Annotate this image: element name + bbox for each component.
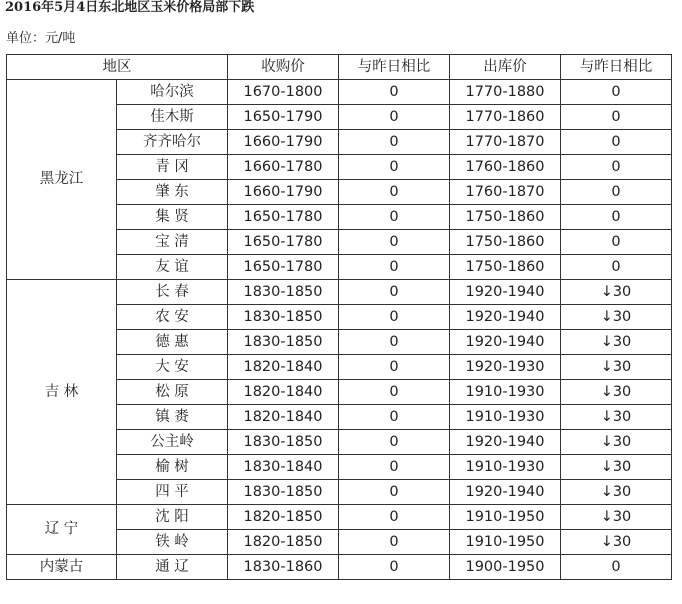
- out-change-cell: ↓30: [561, 455, 672, 480]
- out-price-cell: 1750-1860: [450, 255, 561, 280]
- out-price-cell: 1900-1950: [450, 555, 561, 580]
- buy-price-cell: 1820-1850: [228, 530, 339, 555]
- city-cell: 集 贤: [117, 205, 228, 230]
- buy-change-cell: 0: [339, 455, 450, 480]
- out-price-cell: 1770-1870: [450, 130, 561, 155]
- city-cell: 铁 岭: [117, 530, 228, 555]
- city-cell: 镇 赉: [117, 405, 228, 430]
- buy-price-cell: 1670-1800: [228, 80, 339, 105]
- city-cell: 沈 阳: [117, 505, 228, 530]
- out-price-cell: 1750-1860: [450, 205, 561, 230]
- out-change-cell: 0: [561, 105, 672, 130]
- city-cell: 通 辽: [117, 555, 228, 580]
- buy-change-cell: 0: [339, 255, 450, 280]
- out-price-cell: 1920-1940: [450, 430, 561, 455]
- header-buy-price: 收购价: [228, 55, 339, 80]
- buy-change-cell: 0: [339, 105, 450, 130]
- city-cell: 肇 东: [117, 180, 228, 205]
- city-cell: 青 冈: [117, 155, 228, 180]
- buy-price-cell: 1830-1840: [228, 455, 339, 480]
- city-cell: 松 原: [117, 380, 228, 405]
- out-price-cell: 1760-1860: [450, 155, 561, 180]
- buy-change-cell: 0: [339, 355, 450, 380]
- city-cell: 德 惠: [117, 330, 228, 355]
- city-cell: 宝 清: [117, 230, 228, 255]
- out-price-cell: 1920-1940: [450, 480, 561, 505]
- out-price-cell: 1920-1940: [450, 330, 561, 355]
- buy-change-cell: 0: [339, 180, 450, 205]
- buy-price-cell: 1830-1850: [228, 480, 339, 505]
- province-cell: 内蒙古: [7, 555, 117, 580]
- buy-change-cell: 0: [339, 505, 450, 530]
- buy-change-cell: 0: [339, 305, 450, 330]
- buy-price-cell: 1820-1840: [228, 380, 339, 405]
- page-title: 2016年5月4日东北地区玉米价格局部下跌: [5, 0, 255, 15]
- table-row: [7, 80, 672, 105]
- out-price-cell: 1750-1860: [450, 230, 561, 255]
- buy-change-cell: 0: [339, 230, 450, 255]
- out-change-cell: 0: [561, 205, 672, 230]
- buy-change-cell: 0: [339, 380, 450, 405]
- buy-price-cell: 1650-1780: [228, 255, 339, 280]
- out-price-cell: 1910-1930: [450, 455, 561, 480]
- buy-price-cell: 1650-1780: [228, 230, 339, 255]
- header-out-price: 出库价: [450, 55, 561, 80]
- out-change-cell: 0: [561, 555, 672, 580]
- buy-change-cell: 0: [339, 480, 450, 505]
- header-out-change: 与昨日相比: [561, 55, 672, 80]
- out-change-cell: 0: [561, 180, 672, 205]
- buy-price-cell: 1830-1860: [228, 555, 339, 580]
- buy-price-cell: 1820-1840: [228, 405, 339, 430]
- out-change-cell: ↓30: [561, 480, 672, 505]
- buy-change-cell: 0: [339, 430, 450, 455]
- buy-change-cell: 0: [339, 205, 450, 230]
- buy-price-cell: 1660-1790: [228, 130, 339, 155]
- out-change-cell: ↓30: [561, 530, 672, 555]
- out-change-cell: ↓30: [561, 430, 672, 455]
- city-cell: 长 春: [117, 280, 228, 305]
- out-price-cell: 1920-1940: [450, 280, 561, 305]
- city-cell: 齐齐哈尔: [117, 130, 228, 155]
- province-cell: 辽 宁: [7, 505, 117, 555]
- out-change-cell: ↓30: [561, 280, 672, 305]
- price-table: [6, 54, 672, 580]
- out-change-cell: ↓30: [561, 355, 672, 380]
- out-price-cell: 1910-1950: [450, 505, 561, 530]
- buy-change-cell: 0: [339, 280, 450, 305]
- province-cell: 吉 林: [7, 280, 117, 505]
- header-buy-change: 与昨日相比: [339, 55, 450, 80]
- buy-change-cell: 0: [339, 555, 450, 580]
- buy-price-cell: 1650-1780: [228, 205, 339, 230]
- buy-price-cell: 1830-1850: [228, 280, 339, 305]
- buy-price-cell: 1650-1790: [228, 105, 339, 130]
- buy-change-cell: 0: [339, 405, 450, 430]
- out-price-cell: 1910-1930: [450, 405, 561, 430]
- out-change-cell: 0: [561, 230, 672, 255]
- out-change-cell: ↓30: [561, 330, 672, 355]
- out-price-cell: 1770-1860: [450, 105, 561, 130]
- out-change-cell: ↓30: [561, 380, 672, 405]
- out-price-cell: 1760-1870: [450, 180, 561, 205]
- table-body: [7, 80, 672, 580]
- buy-change-cell: 0: [339, 530, 450, 555]
- city-cell: 大 安: [117, 355, 228, 380]
- out-price-cell: 1910-1930: [450, 380, 561, 405]
- province-cell: 黑龙江: [7, 80, 117, 280]
- buy-price-cell: 1820-1850: [228, 505, 339, 530]
- table-row: [7, 555, 672, 580]
- out-change-cell: 0: [561, 130, 672, 155]
- buy-change-cell: 0: [339, 130, 450, 155]
- header-region: 地区: [7, 55, 228, 80]
- city-cell: 佳木斯: [117, 105, 228, 130]
- out-price-cell: 1920-1930: [450, 355, 561, 380]
- buy-price-cell: 1660-1790: [228, 180, 339, 205]
- buy-price-cell: 1660-1780: [228, 155, 339, 180]
- city-cell: 友 谊: [117, 255, 228, 280]
- out-price-cell: 1910-1950: [450, 530, 561, 555]
- table-header-row: [7, 55, 672, 80]
- out-change-cell: ↓30: [561, 305, 672, 330]
- city-cell: 榆 树: [117, 455, 228, 480]
- out-change-cell: 0: [561, 80, 672, 105]
- buy-change-cell: 0: [339, 330, 450, 355]
- buy-change-cell: 0: [339, 80, 450, 105]
- city-cell: 四 平: [117, 480, 228, 505]
- table-row: [7, 505, 672, 530]
- out-change-cell: ↓30: [561, 405, 672, 430]
- out-price-cell: 1770-1880: [450, 80, 561, 105]
- buy-change-cell: 0: [339, 155, 450, 180]
- city-cell: 公主岭: [117, 430, 228, 455]
- buy-price-cell: 1820-1840: [228, 355, 339, 380]
- table-row: [7, 280, 672, 305]
- out-price-cell: 1920-1940: [450, 305, 561, 330]
- out-change-cell: ↓30: [561, 505, 672, 530]
- city-cell: 哈尔滨: [117, 80, 228, 105]
- unit-label: 单位：元/吨: [6, 31, 76, 46]
- buy-price-cell: 1830-1850: [228, 430, 339, 455]
- city-cell: 农 安: [117, 305, 228, 330]
- buy-price-cell: 1830-1850: [228, 330, 339, 355]
- out-change-cell: 0: [561, 255, 672, 280]
- out-change-cell: 0: [561, 155, 672, 180]
- buy-price-cell: 1830-1850: [228, 305, 339, 330]
